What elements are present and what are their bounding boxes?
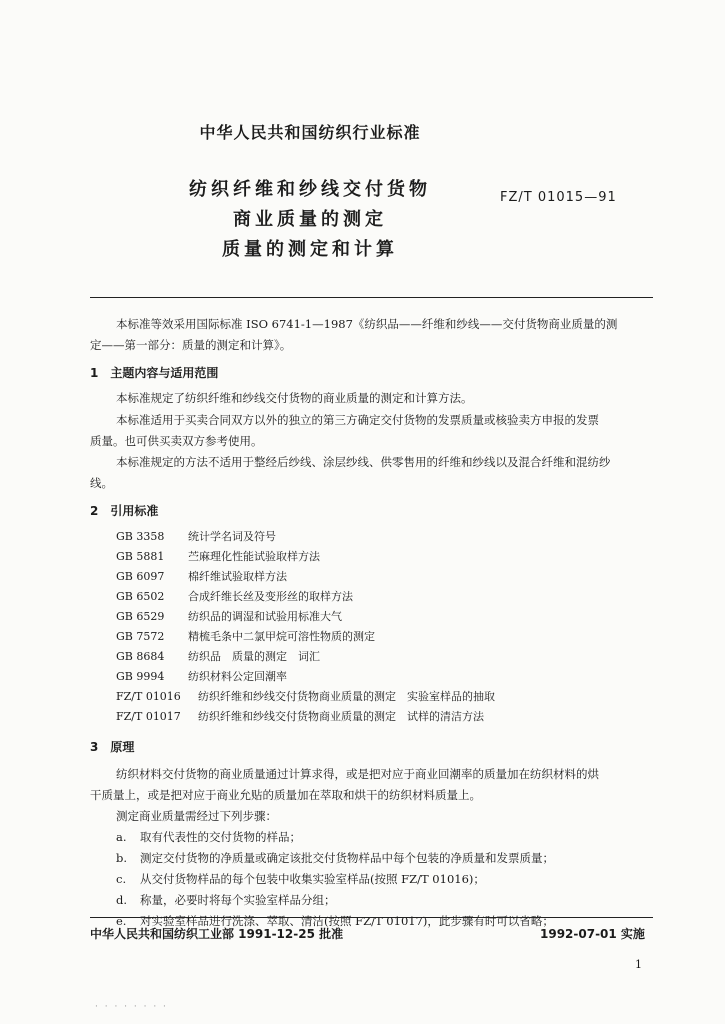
header-rule	[90, 297, 653, 298]
scan-artifact: · · · · · · · ·	[95, 1002, 168, 1012]
page-number: 1	[635, 958, 642, 971]
standard-code: FZ/T 01015—91	[500, 190, 617, 205]
step-item: c. 从交付货物样品的每个包装中收集实验室样品(按照 FZ/T 01016)；	[116, 872, 485, 886]
document-title-line2: 商业质量的测定	[233, 209, 387, 230]
implementation-date: 1992-07-01 实施	[540, 927, 645, 941]
document-title-line3: 质量的测定和计算	[222, 239, 398, 260]
step-item: e. 对实验室样品进行洗涤、萃取、清洁(按照 FZ/T 01017)，此步骤有时可以省略；	[116, 914, 554, 928]
reference-item: GB 8684 纺织品 质量的测定 词汇	[116, 650, 320, 663]
step-item: a. 取有代表性的交付货物的样品；	[116, 830, 301, 844]
section1-heading: 1 主题内容与适用范围	[90, 366, 219, 380]
section1-para1: 本标准规定了纺织纤维和纱线交付货物的商业质量的测定和计算方法。	[116, 391, 473, 405]
section3-para2: 测定商业质量需经过下列步骤：	[116, 809, 277, 823]
reference-item: GB 7572 精梳毛条中二氯甲烷可溶性物质的测定	[116, 630, 375, 643]
section1-para3-line1: 本标准规定的方法不适用于整经后纱线、涂层纱线、供零售用的纤维和纱线以及混合纤维和混纺纱	[116, 455, 611, 469]
section1-para2-line2: 质量。也可供买卖双方参考使用。	[90, 434, 263, 448]
reference-item: GB 9994 纺织材料公定回潮率	[116, 670, 287, 683]
reference-item: GB 3358 统计学名词及符号	[116, 530, 276, 543]
step-item: d. 称量，必要时将每个实验室样品分组；	[116, 893, 336, 907]
org-standard-title: 中华人民共和国纺织行业标准	[199, 123, 421, 142]
section3-para1-line2: 干质量上，或是把对应于商业允贴的质量加在萃取和烘干的纺织材料质量上。	[90, 788, 481, 802]
reference-item: GB 6097 棉纤维试验取样方法	[116, 570, 287, 583]
section3-heading: 3 原理	[90, 740, 135, 754]
section3-para1-line1: 纺织材料交付货物的商业质量通过计算求得，或是把对应于商业回潮率的质量加在纺织材料的烘	[116, 767, 599, 781]
intro-line1: 本标准等效采用国际标准 ISO 6741-1—1987《纺织品——纤维和纱线——交付货物商业质量的测	[116, 317, 618, 331]
reference-item: GB 6529 纺织品的调湿和试验用标准大气	[116, 610, 342, 623]
reference-item: GB 5881 苎麻理化性能试验取样方法	[116, 550, 320, 563]
document-title-line1: 纺织纤维和纱线交付货物	[189, 179, 431, 200]
intro-line2: 定——第一部分：质量的测定和计算》。	[90, 338, 292, 352]
section1-para3-line2: 线。	[90, 476, 113, 490]
footer-rule	[90, 917, 653, 918]
reference-item: FZ/T 01017 纺织纤维和纱线交付货物商业质量的测定 试样的清洁方法	[116, 710, 484, 723]
section1-para2-line1: 本标准适用于买卖合同双方以外的独立的第三方确定交付货物的发票质量或核验卖方申报的发票	[116, 413, 599, 427]
section2-heading: 2 引用标准	[90, 504, 159, 518]
approval-line: 中华人民共和国纺织工业部 1991-12-25 批准	[90, 927, 344, 941]
reference-item: GB 6502 合成纤维长丝及变形丝的取样方法	[116, 590, 353, 603]
reference-item: FZ/T 01016 纺织纤维和纱线交付货物商业质量的测定 实验室样品的抽取	[116, 690, 495, 703]
step-item: b. 测定交付货物的净质量或确定该批交付货物样品中每个包装的净质量和发票质量；	[116, 851, 554, 865]
